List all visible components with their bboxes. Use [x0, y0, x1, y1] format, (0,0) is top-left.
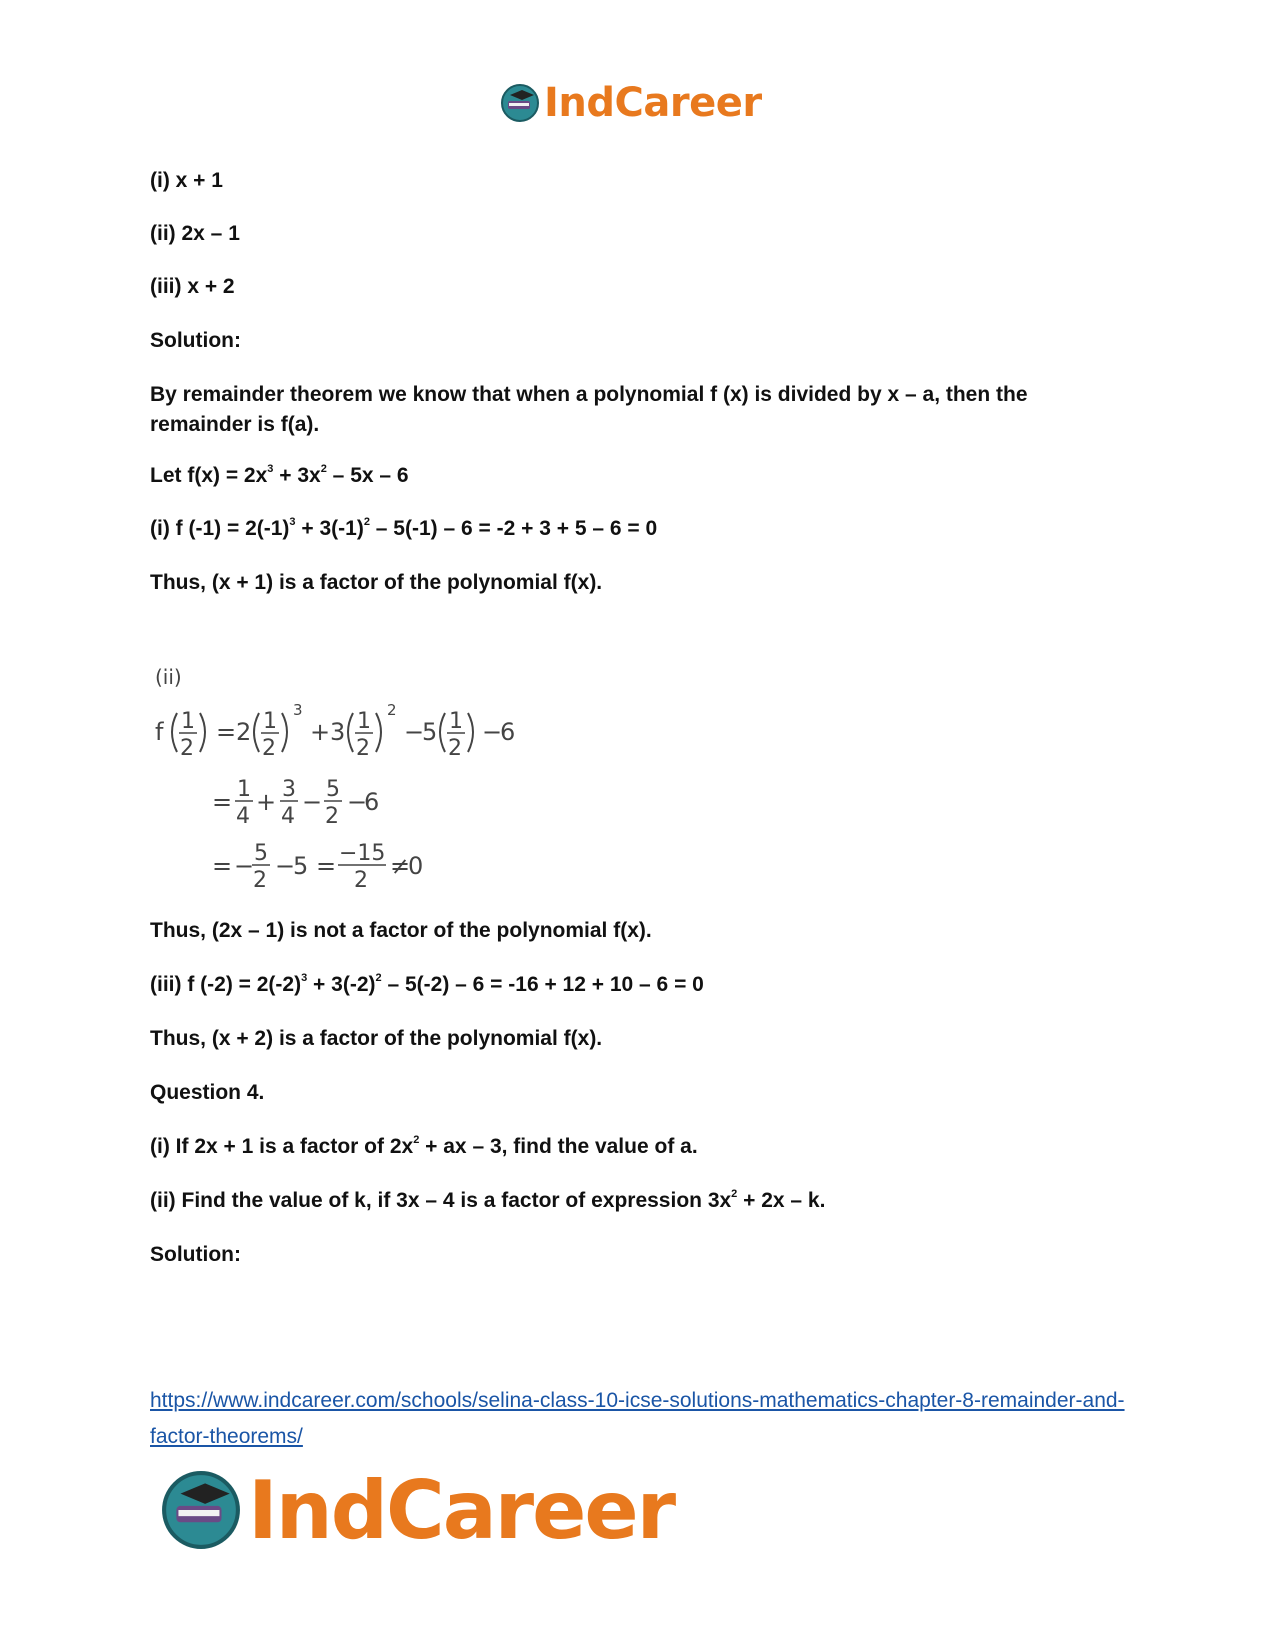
- minus-sign: −: [275, 852, 296, 880]
- option-i: (i) x + 1: [150, 169, 223, 192]
- frac-den: 4: [236, 804, 250, 829]
- polynomial-definition: [150, 461, 409, 491]
- text-run: Let f(x) = 2x: [150, 464, 268, 487]
- frac-den: 2: [354, 868, 368, 893]
- equals-sign: =: [216, 718, 237, 746]
- minus-sign: −: [302, 788, 323, 816]
- frac-den: 2: [253, 868, 267, 893]
- part-i-conclusion: Thus, (x + 1) is a factor of the polynomial f(x).: [150, 571, 603, 594]
- text-run: + ax – 3, find the value of a.: [419, 1135, 698, 1158]
- brand-name: IndCareer: [544, 80, 762, 126]
- frac-num: 3: [282, 777, 296, 802]
- question-heading: Question 4.: [150, 1081, 265, 1104]
- frac-num: 5: [254, 841, 268, 866]
- solution-heading-2: Solution:: [150, 1243, 241, 1266]
- frac-den: 2: [448, 736, 462, 761]
- func-f: f: [155, 718, 164, 746]
- text-run: (i) f (-1) = 2(-1): [150, 517, 290, 540]
- exponent: 2: [387, 701, 397, 719]
- frac-num: 1: [263, 709, 277, 734]
- coefficient: 2: [236, 718, 252, 746]
- text-run: + 3x: [273, 464, 321, 487]
- globe-book-icon: [500, 83, 540, 123]
- not-equal-sign: ≠: [390, 852, 411, 880]
- frac-num: −15: [339, 841, 386, 866]
- frac-num: 5: [326, 777, 340, 802]
- equals-sign: =: [212, 788, 233, 816]
- minus-sign: −: [347, 788, 368, 816]
- globe-book-icon: [160, 1469, 242, 1551]
- option-ii: (ii) 2x – 1: [150, 222, 240, 245]
- exponent: 2: [363, 516, 370, 528]
- question-4-part-ii: [150, 1186, 825, 1216]
- exponent: 3: [301, 972, 308, 984]
- option-iii: (iii) x + 2: [150, 275, 235, 298]
- part-label: (ii): [155, 665, 182, 689]
- frac-den: 2: [180, 736, 194, 761]
- minus-sign: −: [482, 718, 503, 746]
- text-run: + 3(-2): [307, 973, 376, 996]
- coefficient: 5: [422, 718, 438, 746]
- coefficient: 3: [330, 718, 346, 746]
- frac-num: 1: [357, 709, 371, 734]
- frac-den: 2: [325, 804, 339, 829]
- equals-sign: =: [316, 852, 337, 880]
- text-run: + 3(-1): [295, 517, 364, 540]
- text-run: (iii) f (-2) = 2(-2): [150, 973, 302, 996]
- text-run: + 2x – k.: [737, 1189, 826, 1212]
- frac-num: 1: [181, 709, 195, 734]
- text-run: (ii) Find the value of k, if 3x – 4 is a factor of expression 3x: [150, 1189, 732, 1212]
- frac-den: 2: [356, 736, 370, 761]
- exponent: 3: [289, 516, 296, 528]
- question-4-part-i: [150, 1132, 698, 1162]
- frac-num: 1: [237, 777, 251, 802]
- remainder-theorem-text: By remainder theorem we know that when a polynomial f (x) is divided by x – a, then the remainder is f(a).: [150, 383, 1028, 436]
- part-iii-calculation: [150, 970, 704, 1000]
- solution-heading: Solution:: [150, 329, 241, 352]
- plus-sign: +: [256, 788, 277, 816]
- constant: 6: [500, 718, 516, 746]
- constant: 6: [364, 788, 380, 816]
- source-link[interactable]: https://www.indcareer.com/schools/selina-class-10-icse-solutions-mathematics-chapter-8-remainder-and-factor-theorems/: [150, 1389, 1125, 1448]
- equals-sign: =: [212, 852, 233, 880]
- exponent: 2: [375, 972, 382, 984]
- plus-sign: +: [310, 718, 331, 746]
- part-i-calculation: [150, 514, 657, 544]
- exponent: 3: [293, 701, 303, 719]
- minus-sign: −: [234, 852, 255, 880]
- constant: 5: [293, 852, 309, 880]
- text-run: – 5(-2) – 6 = -16 + 12 + 10 – 6 = 0: [381, 973, 704, 996]
- part-ii-conclusion: Thus, (2x – 1) is not a factor of the polynomial f(x).: [150, 919, 652, 942]
- text-run: – 5x – 6: [326, 464, 409, 487]
- frac-den: 4: [281, 804, 295, 829]
- part-ii-math-image: [150, 660, 570, 920]
- exponent: 2: [413, 1134, 420, 1146]
- exponent: 3: [267, 463, 274, 475]
- brand-name: IndCareer: [248, 1463, 675, 1557]
- exponent: 2: [320, 463, 327, 475]
- zero: 0: [408, 852, 424, 880]
- footer-logo: [160, 1465, 674, 1555]
- text-run: (i) If 2x + 1 is a factor of 2x: [150, 1135, 414, 1158]
- minus-sign: −: [404, 718, 425, 746]
- frac-den: 2: [262, 736, 276, 761]
- part-iii-conclusion: Thus, (x + 2) is a factor of the polynomial f(x).: [150, 1027, 603, 1050]
- exponent: 2: [731, 1188, 738, 1200]
- header-logo: [500, 78, 762, 128]
- text-run: – 5(-1) – 6 = -2 + 3 + 5 – 6 = 0: [369, 517, 658, 540]
- frac-num: 1: [449, 709, 463, 734]
